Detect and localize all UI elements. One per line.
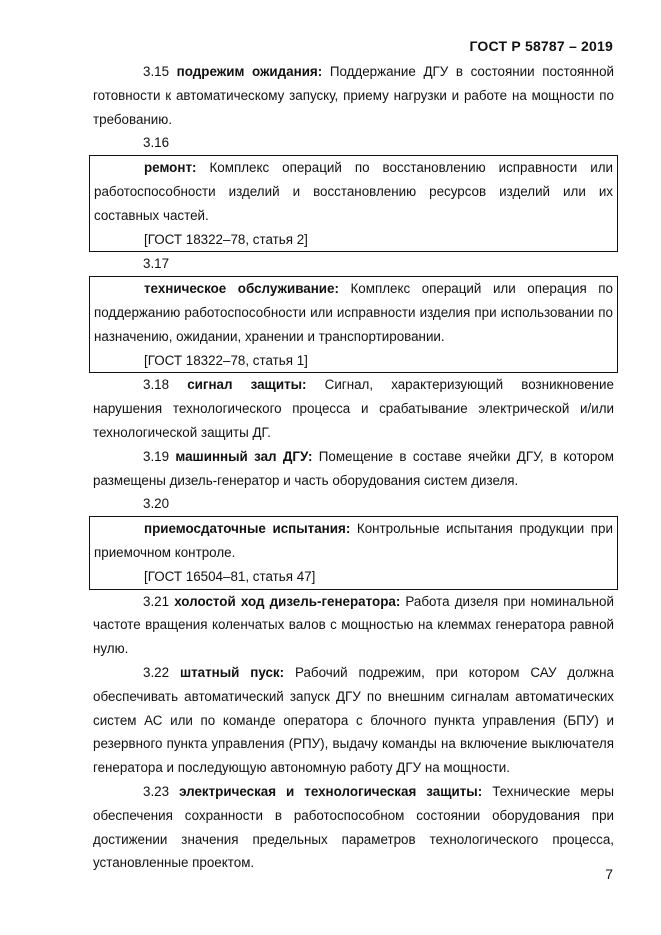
section-number-3-16: 3.16 (143, 135, 170, 151)
section-term: холостой ход дизель-генератора: (174, 593, 401, 609)
section-term: электрическая и технологическая защиты: (179, 783, 483, 799)
section-3-19 (93, 445, 614, 493)
source-reference: [ГОСТ 18322–78, статья 2] (144, 231, 308, 247)
section-definition: Сигнал, характеризующий возникновение нарушения технологического процесса и срабатывание электрической и/или технологической защиты ДГ. (93, 377, 614, 440)
quoted-definition-box-3-20 (89, 516, 618, 589)
section-definition: Работа дизеля при номинальной частоте вращения коленчатых валов с мощностью на клеммах генератора равной нулю. (93, 593, 614, 657)
section-number: 3.19 (143, 448, 170, 464)
section-3-15 (93, 60, 614, 131)
section-number: 3.15 (143, 64, 170, 79)
section-number: 3.22 (143, 664, 170, 680)
section-3-22 (93, 661, 614, 780)
section-term: подрежим ожидания: (176, 64, 323, 79)
section-term: техническое обслуживание: (144, 281, 339, 297)
section-definition: Комплекс операций или операция по поддержанию работоспособности или исправности изделия при использовании по назначению, ожидании, хранении и транспортировании. (94, 281, 613, 344)
section-term: машинный зал ДГУ: (175, 448, 313, 464)
section-term: приемосдаточные испытания: (144, 521, 351, 537)
section-definition: Технические меры обеспечения сохранности в работоспособном состоянии оборудования при достижении значения предельных параметров технологического процесса, установленные проектом. (93, 783, 614, 871)
section-term: сигнал защиты: (187, 377, 307, 393)
section-term: ремонт: (144, 160, 197, 176)
section-definition: Помещение в составе ячейки ДГУ, в котором размещены дизель-генератор и часть оборудования систем дизеля. (93, 448, 614, 488)
section-number-3-17: 3.17 (143, 256, 170, 272)
section-number: 3.21 (143, 593, 170, 609)
section-3-18 (93, 373, 614, 444)
section-number-3-20: 3.20 (143, 496, 170, 512)
quoted-definition-box-3-17 (89, 276, 618, 373)
quoted-definition-box-3-16 (89, 155, 618, 252)
section-number: 3.18 (143, 377, 170, 393)
page-number: 7 (605, 866, 613, 882)
source-reference: [ГОСТ 18322–78, статья 1] (144, 352, 308, 368)
section-3-23 (93, 780, 614, 875)
document-header: ГОСТ Р 58787 – 2019 (469, 38, 613, 54)
document-body (93, 60, 614, 875)
section-number: 3.23 (143, 783, 170, 799)
section-definition: Поддержание ДГУ в состоянии постоянной готовности к автоматическому запуску, приему нагрузки и работе на мощности по требованию. (93, 64, 614, 127)
section-definition: Рабочий подрежим, при котором САУ должна обеспечивать автоматический запуск ДГУ по внешним сигналам автоматических систем АС или по команде оператора с блочного пункта управления (БПУ) и резервного пункта управления (РПУ), выдачу команды на включение выключателя генератора и последующую автономную работу ДГУ на мощности. (93, 664, 614, 776)
section-term: штатный пуск: (179, 664, 285, 680)
source-reference: [ГОСТ 16504–81, статья 47] (144, 568, 316, 584)
section-definition: Комплекс операций по восстановлению исправности или работоспособности изделий и восстановлению ресурсов изделий или их составных частей. (94, 160, 613, 223)
section-definition: Контрольные испытания продукции при приемочном контроле. (94, 521, 613, 560)
section-3-21 (93, 590, 614, 661)
